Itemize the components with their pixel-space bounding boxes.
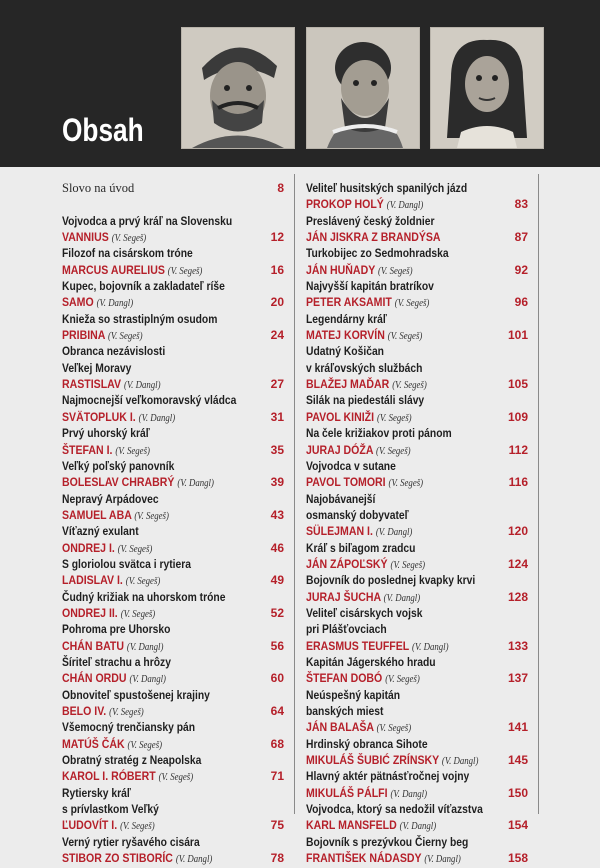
toc-entry	[306, 376, 528, 392]
toc-entry-name	[62, 638, 163, 656]
toc-entry-name	[62, 703, 144, 721]
toc-subtitle-text: Obratný stratég z Neapolska	[62, 753, 202, 768]
toc-entry-author: (V. Segeš)	[387, 331, 423, 343]
toc-entry	[62, 229, 284, 245]
toc-entry	[62, 670, 284, 686]
toc-entry	[62, 768, 284, 784]
toc-subtitle-text: Vojvodca a prvý kráľ na Slovensku	[62, 213, 233, 228]
toc-entry	[306, 719, 528, 735]
right-margin-rule	[538, 174, 539, 814]
toc-entry-name	[306, 327, 422, 345]
toc-subtitle-text: Šíriteľ strachu a hrôzy	[62, 654, 171, 669]
toc-entry-name-text: SAMO	[62, 295, 94, 310]
toc-entry-name	[62, 409, 175, 427]
toc-page-number: 137	[507, 671, 528, 686]
toc-entry-name	[62, 229, 146, 247]
toc-entry-name	[306, 294, 429, 312]
toc-entry	[62, 262, 284, 278]
toc-page-number: 71	[270, 769, 284, 784]
toc-entry	[62, 817, 284, 833]
toc-entry-author: (V. Segeš)	[158, 772, 194, 784]
toc-subtitle-text: Najvyšší kapitán bratríkov	[306, 279, 434, 294]
toc-subtitle	[306, 768, 528, 784]
toc-entry-name-text: MIKULÁŠ ŠUBIĆ ZRÍNSKY	[306, 753, 439, 768]
toc-entry-name-text: ĽUDOVÍT I.	[62, 818, 118, 833]
toc-entry-author: (V. Dangl)	[175, 854, 213, 866]
engraved-portrait-man-turban-icon	[181, 27, 295, 149]
toc-page-number: 24	[270, 328, 284, 343]
toc-subtitle-text: Veľkej Moravy	[62, 360, 132, 375]
toc-subtitle	[62, 589, 284, 605]
toc-page-number: 87	[514, 230, 528, 245]
toc-subtitle-text: S gloriolou svätca i rytiera	[62, 556, 192, 571]
toc-page-number: 96	[514, 295, 528, 310]
toc-entry-name	[306, 523, 412, 541]
toc-entry-name-text: FRANTIŠEK NÁDASDY	[306, 851, 422, 866]
toc-entry-name	[306, 785, 427, 803]
toc-entry	[306, 327, 528, 343]
toc-subtitle-text: Silák na piedestáli slávy	[306, 393, 425, 408]
toc-subtitle	[62, 687, 284, 703]
toc-entry-name	[62, 507, 169, 525]
toc-subtitle	[62, 278, 284, 294]
toc-page-number: 64	[270, 704, 284, 718]
toc-subtitle-text: Legendárny kráľ	[306, 311, 387, 326]
toc-entry	[62, 376, 284, 392]
toc-subtitle-text: Najmocnejší veľkomoravský vládca	[62, 393, 237, 408]
toc-entry-name	[306, 850, 461, 868]
toc-entry-intro	[62, 180, 284, 196]
toc-subtitle-text: Filozof na cisárskom tróne	[62, 246, 193, 261]
toc-entry	[306, 850, 528, 866]
toc-entry-name	[62, 474, 214, 492]
toc-entry-name	[306, 752, 478, 770]
toc-entry-name-text: ŠTEFAN DOBÓ	[306, 671, 383, 686]
toc-page-number: 39	[270, 475, 284, 490]
toc-subtitle	[62, 834, 284, 850]
toc-subtitle-text: Vojvodca v sutane	[306, 458, 396, 473]
toc-entry-name-text: PROKOP HOLÝ	[306, 197, 384, 212]
engraved-portrait-bearded-man-icon	[306, 27, 420, 149]
toc-entry-name-text: MIKULÁŠ PÁLFI	[306, 785, 388, 800]
toc-entry	[306, 752, 528, 768]
toc-entry	[62, 736, 284, 752]
toc-entry-name	[62, 670, 166, 688]
toc-page-number: 46	[270, 540, 284, 555]
toc-entry-author: (V. Segeš)	[377, 412, 412, 424]
toc-page-number: 124	[507, 556, 528, 571]
toc-page-number: 60	[270, 671, 284, 686]
toc-entry-author: (V. Dangl)	[129, 674, 166, 686]
toc-entry-name	[62, 768, 193, 786]
toc-entry-name	[306, 376, 427, 394]
toc-entry-name-text: SVÄTOPLUK I.	[62, 409, 136, 424]
toc-entry	[62, 540, 284, 556]
toc-subtitle	[306, 801, 528, 817]
toc-entry-name-text: PAVOL KINIŽI	[306, 409, 375, 424]
toc-subtitle	[306, 687, 528, 703]
toc-entry	[62, 638, 284, 654]
toc-subtitle	[306, 392, 528, 408]
toc-subtitle-text: Vojvodca, ktorý sa nedožil víťazstva	[306, 802, 483, 817]
toc-entry-name-text: MATEJ KORVÍN	[306, 328, 385, 343]
toc-entry-name-text: SÜLEJMAN I.	[306, 524, 373, 539]
toc-entry-name-text: PRIBINA	[62, 328, 106, 343]
toc-entry	[306, 294, 528, 310]
toc-entry-author: (V. Segeš)	[120, 821, 155, 833]
toc-entry-author: (V. Dangl)	[399, 821, 437, 833]
toc-subtitle-text: Rytiersky kráľ	[62, 785, 131, 800]
toc-subtitle-text: Preslávený český žoldnier	[306, 213, 435, 228]
toc-entry-name	[62, 294, 133, 312]
toc-entry-author: (V. Segeš)	[167, 265, 203, 277]
toc-entry-name	[62, 327, 143, 345]
toc-subtitle	[306, 540, 528, 556]
toc-entry-name-text: ŠTEFAN I.	[62, 442, 113, 457]
toc-entry	[306, 229, 528, 245]
toc-entry	[306, 442, 528, 458]
toc-entry-author: (V. Segeš)	[388, 478, 424, 490]
toc-entry	[62, 442, 284, 458]
toc-subtitle	[62, 213, 284, 229]
toc-subtitle	[306, 458, 528, 474]
toc-subtitle	[306, 213, 528, 229]
toc-entry-author: (V. Dangl)	[96, 298, 134, 310]
toc-subtitle	[62, 556, 284, 572]
toc-subtitle	[306, 572, 528, 588]
toc-entry-name-text: JÁN JISKRA Z BRANDÝSA	[306, 230, 441, 245]
toc-entry-name-text: ONDREJ I.	[62, 540, 115, 555]
toc-entry	[62, 850, 284, 866]
toc-entry-name-text: BLAŽEJ MAĎAR	[306, 377, 390, 392]
toc-subtitle-text: Nepravý Arpádovec	[62, 491, 159, 506]
column-divider	[294, 174, 295, 814]
toc-subtitle-text: Neúspešný kapitán	[306, 687, 401, 702]
toc-subtitle-text: Všemocný trenčiansky pán	[62, 720, 196, 735]
toc-entry	[306, 262, 528, 278]
toc-entry-name-text: STIBOR ZO STIBORÍC	[62, 851, 173, 866]
toc-entry	[306, 670, 528, 686]
toc-entry-author: (V. Segeš)	[392, 380, 427, 392]
toc-page-number: 154	[507, 818, 528, 833]
toc-entry-author: (V. Dangl)	[386, 200, 424, 212]
toc-subtitle-text: Udatný Košičan	[306, 344, 384, 359]
toc-subtitle-text: Bojovník s prezývkou Čierny beg	[306, 834, 469, 849]
toc-subtitle	[62, 392, 284, 408]
toc-subtitle	[306, 736, 528, 752]
toc-page-number: 128	[507, 589, 528, 604]
toc-entry-author: (V. Dangl)	[412, 641, 449, 653]
engraved-portrait-man-long-hair-icon	[430, 27, 544, 149]
toc-subtitle-text: Verný rytier ryšavého cisára	[62, 834, 200, 849]
toc-subtitle-text: Obranca nezávislosti	[62, 344, 166, 359]
toc-page-number: 31	[270, 409, 284, 424]
toc-subtitle	[62, 343, 284, 359]
toc-subtitle	[62, 719, 284, 735]
toc-subtitle-text: Obnoviteľ spustošenej krajiny	[62, 687, 210, 702]
toc-subtitle-text: Víťazný exulant	[62, 524, 139, 539]
toc-page-number: 75	[270, 818, 284, 833]
toc-entry-name	[306, 474, 423, 492]
toc-entry	[62, 507, 284, 523]
toc-entry-author: (V. Dangl)	[383, 592, 421, 604]
toc-entry-name	[306, 589, 420, 607]
toc-page-number: 109	[507, 409, 528, 424]
toc-subtitle	[62, 425, 284, 441]
toc-entry-name	[62, 262, 202, 280]
toc-entry-author: (V. Segeš)	[394, 298, 430, 310]
toc-entry-name	[62, 442, 150, 460]
toc-entry-name-text: CHÁN BATU	[62, 638, 124, 653]
toc-subtitle-text: Kapitán Jágerského hradu	[306, 654, 436, 669]
toc-subtitle-text: osmanský dobyvateľ	[306, 507, 409, 522]
toc-entry-name	[306, 409, 412, 427]
toc-page-number: 68	[270, 736, 284, 751]
toc-entry	[306, 817, 528, 833]
toc-entry	[62, 703, 284, 719]
toc-subtitle-text: Knieža so strastiplným osudom	[62, 311, 218, 326]
toc-entry-name-text: SAMUEL ABA	[62, 507, 132, 522]
toc-entry-name-text: JURAJ ŠUCHA	[306, 589, 381, 604]
toc-subtitle	[62, 621, 284, 637]
toc-subtitle	[306, 703, 528, 719]
toc-entry-name	[306, 442, 411, 460]
toc-entry-name-text: PETER AKSAMIT	[306, 295, 392, 310]
toc-entry-author: (V. Dangl)	[177, 478, 214, 490]
page-title: Obsah	[62, 112, 144, 148]
toc-entry-author: (V. Dangl)	[441, 756, 479, 768]
toc-page-number: 83	[514, 197, 528, 212]
toc-entry-author: (V. Segeš)	[127, 739, 163, 751]
toc-page-number: 12	[270, 230, 284, 245]
toc-subtitle	[306, 245, 528, 261]
toc-subtitle-text: Kráľ s biľagom zradcu	[306, 540, 416, 555]
toc-entry-name	[306, 817, 436, 835]
toc-subtitle	[306, 343, 528, 359]
toc-page-number: 43	[270, 507, 284, 522]
toc-page-number: 120	[507, 524, 528, 539]
toc-subtitle	[62, 801, 284, 817]
toc-subtitle	[62, 245, 284, 261]
toc-page-number: 8	[277, 181, 284, 195]
toc-entry	[62, 572, 284, 588]
toc-entry	[306, 785, 528, 801]
toc-subtitle	[306, 654, 528, 670]
toc-subtitle	[62, 311, 284, 327]
toc-entry-name-text: BOLESLAV CHRABRÝ	[62, 475, 175, 490]
toc-entry	[62, 294, 284, 310]
toc-entry-author: (V. Segeš)	[120, 608, 156, 620]
toc-subtitle	[306, 507, 528, 523]
toc-entry-name	[306, 556, 425, 574]
toc-subtitle-text: banských miest	[306, 704, 384, 718]
toc-subtitle	[62, 491, 284, 507]
toc-entry-name-text: JURAJ DÓŽA	[306, 442, 374, 457]
toc-entry-name	[62, 850, 212, 868]
toc-entry-name-text: MATÚŠ ČÁK	[62, 736, 125, 751]
toc-subtitle	[62, 360, 284, 376]
toc-subtitle-text: Najobávanejší	[306, 491, 376, 506]
toc-subtitle-text: Bojovník do poslednej kvapky krvi	[306, 573, 476, 588]
toc-entry-author: (V. Dangl)	[124, 380, 161, 392]
toc-entry-name-text: BELO IV.	[62, 704, 107, 718]
toc-entry-name	[306, 719, 411, 737]
toc-entry	[306, 638, 528, 654]
toc-subtitle-text: Veliteľ cisárskych vojsk	[306, 605, 423, 620]
toc-page-number: 105	[507, 377, 528, 392]
toc-entry-name-text: ONDREJ II.	[62, 605, 118, 620]
toc-entry	[306, 589, 528, 605]
toc-entry-name-text: KARL MANSFELD	[306, 818, 397, 833]
toc-page-number: 27	[270, 377, 284, 392]
toc-subtitle-text: Kupec, bojovník a zakladateľ ríše	[62, 279, 225, 294]
toc-entry-name-text: MARCUS AURELIUS	[62, 262, 165, 277]
toc-entry-author: (V. Dangl)	[138, 412, 176, 424]
toc-entry	[62, 474, 284, 490]
toc-entry-name-text: CHÁN ORDU	[62, 671, 127, 686]
toc-entry-name	[62, 605, 155, 623]
toc-subtitle-text: Veľký poľský panovník	[62, 458, 175, 473]
toc-entry	[306, 556, 528, 572]
toc-page-number: 141	[507, 720, 528, 735]
toc-entry	[62, 605, 284, 621]
toc-page-number: 56	[270, 638, 284, 653]
toc-subtitle-text: s prívlastkom Veľký	[62, 802, 159, 817]
toc-entry-name-text: LADISLAV I.	[62, 573, 123, 588]
toc-entry-name-text: JÁN BALAŠA	[306, 720, 374, 735]
toc-page-number: 158	[507, 851, 528, 866]
toc-subtitle	[306, 180, 528, 196]
toc-entry-name	[306, 196, 423, 214]
toc-entry-label: Slovo na úvod	[62, 181, 135, 195]
toc-subtitle-text: Hrdinský obranca Sihote	[306, 736, 428, 751]
toc-entry-name	[62, 540, 152, 558]
toc-subtitle-text: Veliteľ husitských spanilých jázd	[306, 181, 468, 195]
toc-entry-author: (V. Dangl)	[390, 788, 427, 800]
toc-subtitle-text: Prvý uhorský kráľ	[62, 426, 150, 441]
toc-column-right	[306, 180, 528, 866]
toc-entry-author: (V. Segeš)	[109, 707, 144, 718]
toc-entry-name	[306, 262, 413, 280]
toc-entry-author: (V. Segeš)	[377, 265, 413, 277]
toc-entry-author: (V. Segeš)	[111, 233, 147, 245]
toc-entry-name	[306, 670, 420, 688]
toc-subtitle	[306, 425, 528, 441]
toc-page-number: 116	[508, 475, 528, 490]
toc-entry-name-text: RASTISLAV	[62, 377, 122, 392]
toc-entry	[306, 523, 528, 539]
toc-entry-author: (V. Segeš)	[107, 331, 143, 343]
toc-page-number: 78	[270, 851, 284, 866]
toc-subtitle-text: v kráľovských službách	[306, 360, 423, 375]
toc-entry-author: (V. Segeš)	[125, 576, 161, 588]
toc-subtitle	[62, 752, 284, 768]
header-banner	[0, 0, 600, 167]
toc-subtitle	[306, 491, 528, 507]
toc-column-left	[62, 180, 284, 866]
toc-entry-name	[306, 229, 441, 245]
toc-entry-name-text: JÁN ZÁPOĽSKÝ	[306, 556, 388, 571]
toc-page-number: 112	[508, 442, 528, 457]
toc-entry	[306, 474, 528, 490]
toc-page-number: 150	[507, 785, 528, 800]
toc-subtitle-text: Hlavný aktér pätnásťročnej vojny	[306, 769, 470, 784]
toc-entry-author: (V. Segeš)	[390, 559, 426, 571]
toc-subtitle	[62, 785, 284, 801]
toc-entry-author: (V. Dangl)	[375, 527, 413, 539]
toc-entry	[62, 409, 284, 425]
toc-subtitle	[306, 311, 528, 327]
toc-subtitle	[306, 360, 528, 376]
toc-page-number: 52	[270, 605, 284, 620]
toc-entry-author: (V. Segeš)	[385, 674, 420, 686]
toc-entry-author: (V. Segeš)	[376, 445, 411, 457]
toc-entry-author: (V. Segeš)	[134, 510, 169, 522]
toc-subtitle	[62, 523, 284, 539]
toc-entry-name	[62, 817, 155, 835]
toc-entry-name	[62, 736, 162, 754]
toc-page-number: 16	[270, 262, 284, 277]
toc-entry	[306, 196, 528, 212]
toc-entry-name	[62, 376, 161, 394]
toc-subtitle-text: Čudný križiak na uhorskom tróne	[62, 589, 226, 604]
toc-subtitle-text: Na čele križiakov proti pánom	[306, 426, 452, 441]
toc-entry-author: (V. Segeš)	[117, 543, 153, 555]
toc-entry-author: (V. Dangl)	[424, 854, 461, 866]
toc-entry-name-text: PAVOL TOMORI	[306, 475, 386, 490]
toc-entry-author: (V. Dangl)	[126, 641, 164, 653]
toc-page-number: 133	[507, 638, 528, 653]
toc-subtitle	[306, 621, 528, 637]
toc-spacer	[62, 196, 284, 212]
toc-page-number: 49	[270, 573, 284, 588]
toc-entry-name-text: VANNIUS	[62, 230, 109, 245]
toc-subtitle	[306, 278, 528, 294]
toc-page-number: 20	[270, 295, 284, 310]
toc-page-number: 145	[507, 753, 528, 768]
toc-subtitle	[62, 458, 284, 474]
toc-subtitle	[306, 605, 528, 621]
toc-page-number: 92	[514, 262, 528, 277]
toc-entry-name-text: KAROL I. RÓBERT	[62, 769, 156, 784]
toc-subtitle-text: Pohroma pre Uhorsko	[62, 622, 171, 637]
toc-entry-author: (V. Segeš)	[376, 723, 412, 735]
toc-page-number: 35	[270, 442, 284, 457]
toc-entry-name	[306, 638, 449, 656]
toc-subtitle-text: pri Plášťovciach	[306, 622, 387, 637]
toc-entry-author: (V. Segeš)	[115, 445, 150, 457]
toc-subtitle-text: Turkobijec zo Sedmohradska	[306, 246, 449, 261]
toc-page-number: 101	[507, 328, 528, 343]
toc-entry-name	[62, 572, 160, 590]
toc-subtitle	[62, 654, 284, 670]
toc-entry	[62, 327, 284, 343]
toc-entry-name-text: ERASMUS TEUFFEL	[306, 638, 410, 653]
toc-entry	[306, 409, 528, 425]
toc-entry-name-text: JÁN HUŇADY	[306, 262, 376, 277]
toc-subtitle	[306, 834, 528, 850]
